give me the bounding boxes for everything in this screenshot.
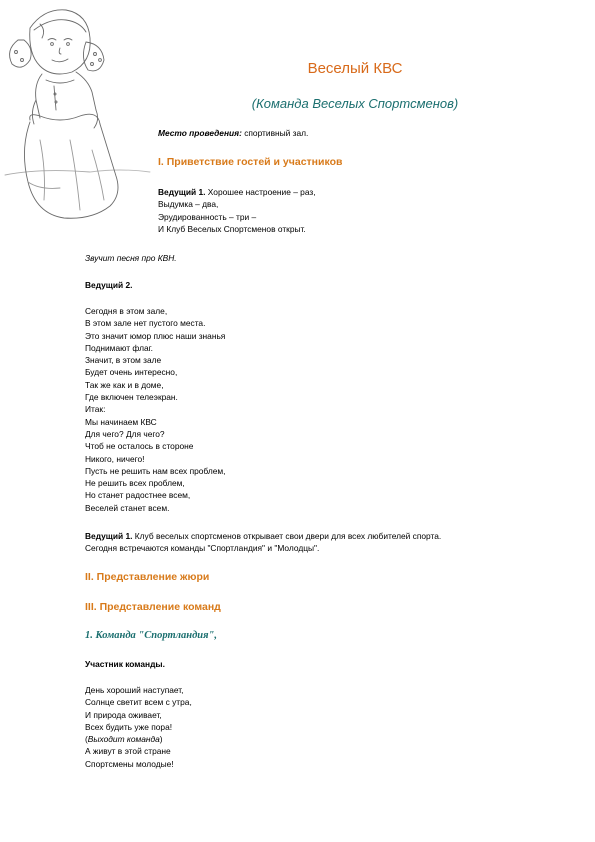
document-title: Веселый КВС — [307, 60, 403, 77]
child-in-sack-illustration — [0, 0, 160, 235]
poem-line: Всех будить уже пора! — [85, 721, 173, 732]
poem-line: Но станет радостнее всем, — [85, 490, 191, 501]
poem-line: Спортсмены молодые! — [85, 758, 174, 769]
venue-label: Место проведения: — [158, 128, 242, 138]
poem-line: Будет очень интересно, — [85, 367, 178, 378]
stage-direction: (Выходит команда) — [85, 734, 163, 745]
poem-line: Пусть не решить нам всех проблем, — [85, 465, 226, 476]
poem-line: А живут в этой стране — [85, 746, 171, 757]
poem-line: Мы начинаем КВС — [85, 416, 157, 427]
host1-club-second-line: Сегодня встречаются команды "Спортландия" и "Молодцы". — [85, 543, 320, 554]
section-heading-jury: II. Представление жюри — [85, 571, 210, 583]
poem-line: Сегодня в этом зале, — [85, 306, 168, 316]
host1-intro-line: Эрудированность – три – — [158, 211, 257, 222]
host1-club-first-line: Клуб веселых спортсменов открывает свои двери для всех любителей спорта. — [132, 531, 442, 541]
poem-line: Никого, ничего! — [85, 453, 145, 464]
poem-line: И природа оживает, — [85, 709, 162, 720]
poem-line: Веселей станет всем. — [85, 502, 170, 513]
venue-text: спортивный зал. — [241, 128, 309, 138]
poem-line: Для чего? Для чего? — [85, 428, 165, 439]
speaker-label: Ведущий 1. — [158, 187, 206, 197]
host1-intro-first-line: Хорошее настроение – раз, — [205, 187, 316, 197]
host2-speaker: Ведущий 2. — [85, 280, 133, 290]
poem-line: День хороший наступает, — [85, 685, 184, 695]
poem-line: Солнце светит всем с утра, — [85, 697, 192, 708]
section-heading-teams: III. Представление команд — [85, 601, 221, 613]
poem-line: Чтоб не осталось в стороне — [85, 441, 194, 452]
participant-poem — [85, 684, 192, 770]
poem-line: Это значит юмор плюс наши знанья — [85, 330, 226, 341]
host1-intro — [158, 186, 316, 235]
document-subtitle: (Команда Веселых Спортсменов) — [251, 96, 459, 111]
poem-line: Так же как и в доме, — [85, 379, 164, 390]
venue-line — [158, 127, 308, 139]
speaker-label: Ведущий 1. — [85, 531, 133, 541]
song-note: Звучит песня про КВН. — [85, 253, 177, 263]
poem-line: Где включен телеэкран. — [85, 392, 178, 403]
poem-line: Значит, в этом зале — [85, 355, 162, 366]
host2-poem — [85, 305, 225, 514]
stage-direction-text: Выходит команда — [87, 734, 160, 745]
poem-line: Итак: — [85, 404, 106, 415]
host1-club — [85, 530, 441, 555]
poem-line: Поднимают флаг. — [85, 342, 153, 353]
poem-line: Не решить всех проблем, — [85, 478, 185, 489]
host1-intro-line: Выдумка – два, — [158, 199, 219, 210]
section-heading-greeting: I. Приветствие гостей и участников — [158, 156, 343, 168]
team-heading-sportlandia: 1. Команда "Спортландия", — [85, 630, 218, 641]
poem-line: В этом зале нет пустого места. — [85, 318, 206, 329]
host1-intro-line: И Клуб Веселых Спортсменов открыт. — [158, 223, 306, 234]
participant-speaker: Участник команды. — [85, 659, 165, 669]
